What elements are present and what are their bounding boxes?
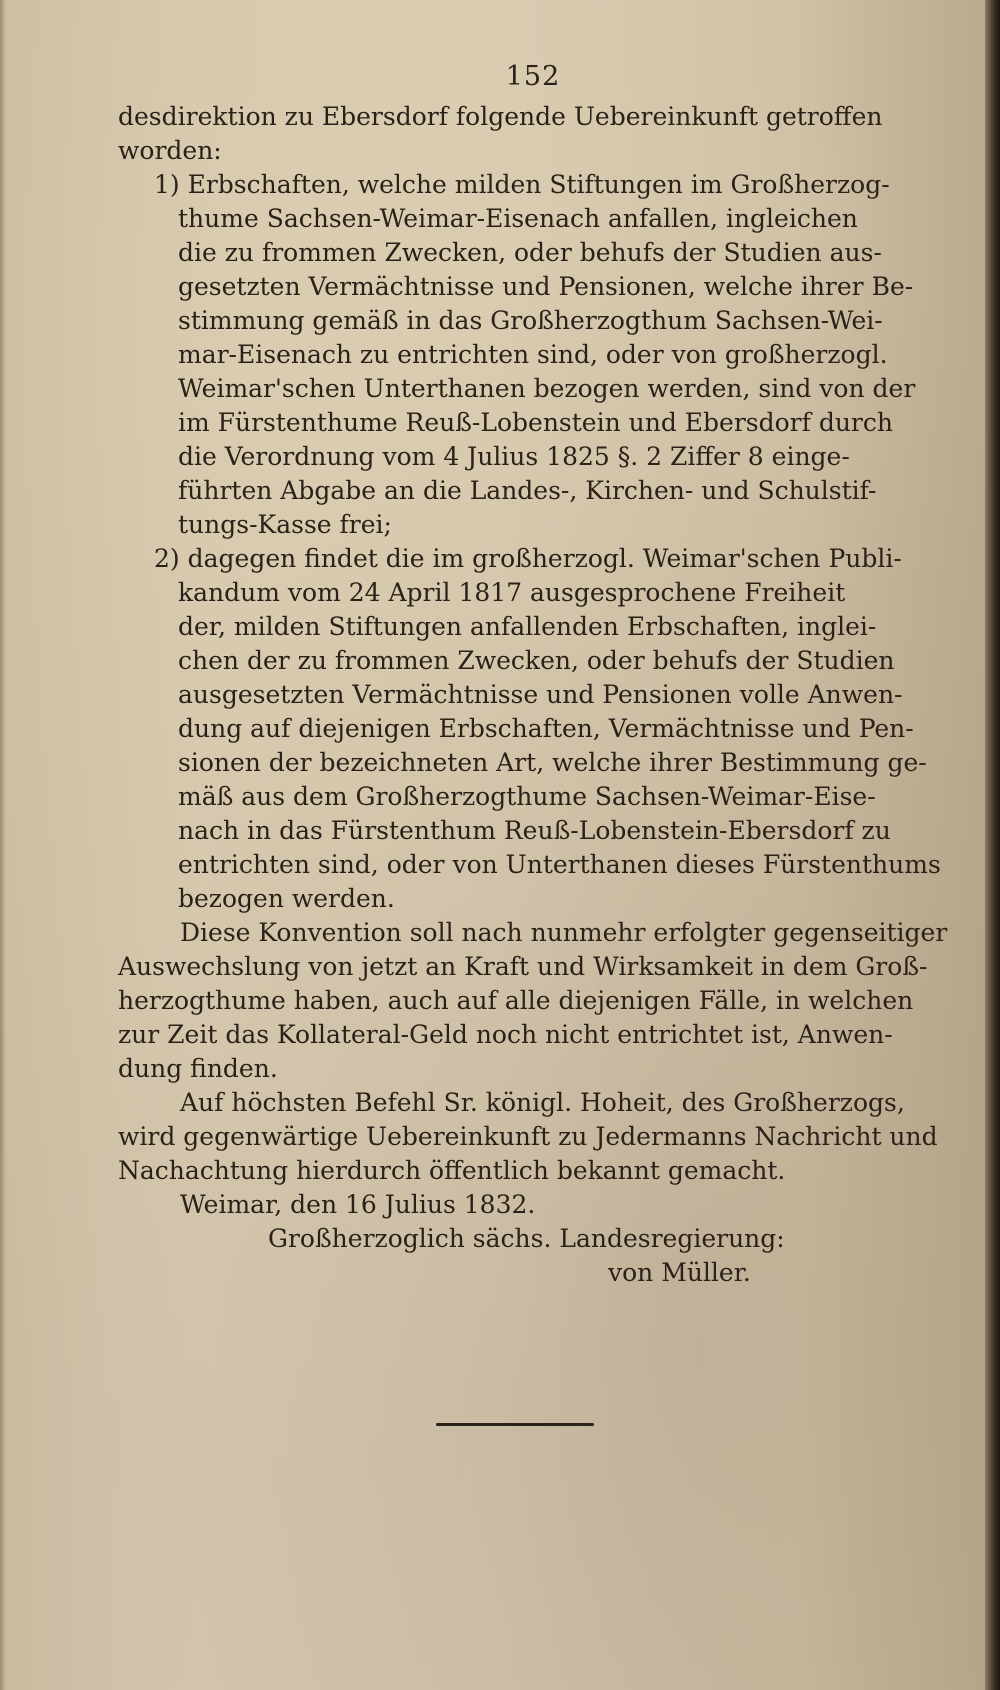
text-line: Nachachtung hierdurch öffentlich bekannt gemacht. (118, 1156, 786, 1185)
text-line: entrichten sind, oder von Unterthanen dieses Fürstenthums (178, 850, 941, 879)
text-line: gesetzten Vermächtnisse und Pensionen, welche ihrer Be- (178, 272, 914, 301)
text-line: tungs-Kasse frei; (178, 510, 392, 539)
page-binding-edge (985, 0, 1000, 1690)
text-line: dung finden. (118, 1054, 278, 1083)
text-line: die Verordnung vom 4 Julius 1825 §. 2 Ziffer 8 einge- (178, 442, 850, 471)
text-line: mäß aus dem Großherzogthume Sachsen-Weimar-Eise- (178, 782, 876, 811)
document-text (118, 60, 948, 1290)
text-line: Weimar'schen Unterthanen bezogen werden, sind von der (178, 374, 916, 403)
page-left-edge (0, 0, 6, 1690)
text-line: dung auf diejenigen Erbschaften, Vermächtnisse und Pen- (178, 714, 914, 743)
text-line: 1) Erbschaften, welche milden Stiftungen im Großherzog- (154, 170, 890, 199)
text-line: Weimar, den 16 Julius 1832. (180, 1190, 536, 1219)
text-line: wird gegenwärtige Uebereinkunft zu Jedermanns Nachricht und (118, 1122, 938, 1151)
text-line: desdirektion zu Ebersdorf folgende Uebereinkunft getroffen (118, 102, 883, 131)
text-line: stimmung gemäß in das Großherzogthum Sachsen-Wei- (178, 306, 883, 335)
text-line: ausgesetzten Vermächtnisse und Pensionen volle Anwen- (178, 680, 903, 709)
text-line: herzogthume haben, auch auf alle diejenigen Fälle, in welchen (118, 986, 914, 1015)
text-line: thume Sachsen-Weimar-Eisenach anfallen, ingleichen (178, 204, 858, 233)
text-line: nach in das Fürstenthum Reuß-Lobenstein-Ebersdorf zu (178, 816, 891, 845)
text-line: im Fürstenthume Reuß-Lobenstein und Ebersdorf durch (178, 408, 893, 437)
text-line: führten Abgabe an die Landes-, Kirchen- und Schulstif- (178, 476, 877, 505)
text-line: Auf höchsten Befehl Sr. königl. Hoheit, des Großherzogs, (180, 1088, 905, 1117)
text-line: Diese Konvention soll nach nunmehr erfolgter gegenseitiger (180, 918, 948, 947)
text-line: chen der zu frommen Zwecken, oder behufs der Studien (178, 646, 895, 675)
text-line: von Müller. (608, 1258, 751, 1287)
page-number: 152 (505, 61, 561, 92)
text-line: Großherzoglich sächs. Landesregierung: (268, 1224, 785, 1253)
text-line: Auswechslung von jetzt an Kraft und Wirksamkeit in dem Groß- (118, 952, 928, 981)
closing-rule (436, 1423, 594, 1426)
text-line: bezogen werden. (178, 884, 395, 913)
text-line: zur Zeit das Kollateral-Geld noch nicht entrichtet ist, Anwen- (118, 1020, 893, 1049)
text-line: worden: (118, 136, 222, 165)
text-line: die zu frommen Zwecken, oder behufs der Studien aus- (178, 238, 882, 267)
text-line: der, milden Stiftungen anfallenden Erbschaften, inglei- (178, 612, 877, 641)
text-line: kandum vom 24 April 1817 ausgesprochene Freiheit (178, 578, 846, 607)
text-lines (118, 100, 948, 1290)
text-line: mar-Eisenach zu entrichten sind, oder von großherzogl. (178, 340, 888, 369)
text-line: 2) dagegen findet die im großherzogl. Weimar'schen Publi- (154, 544, 902, 573)
text-line: sionen der bezeichneten Art, welche ihrer Bestimmung ge- (178, 748, 927, 777)
